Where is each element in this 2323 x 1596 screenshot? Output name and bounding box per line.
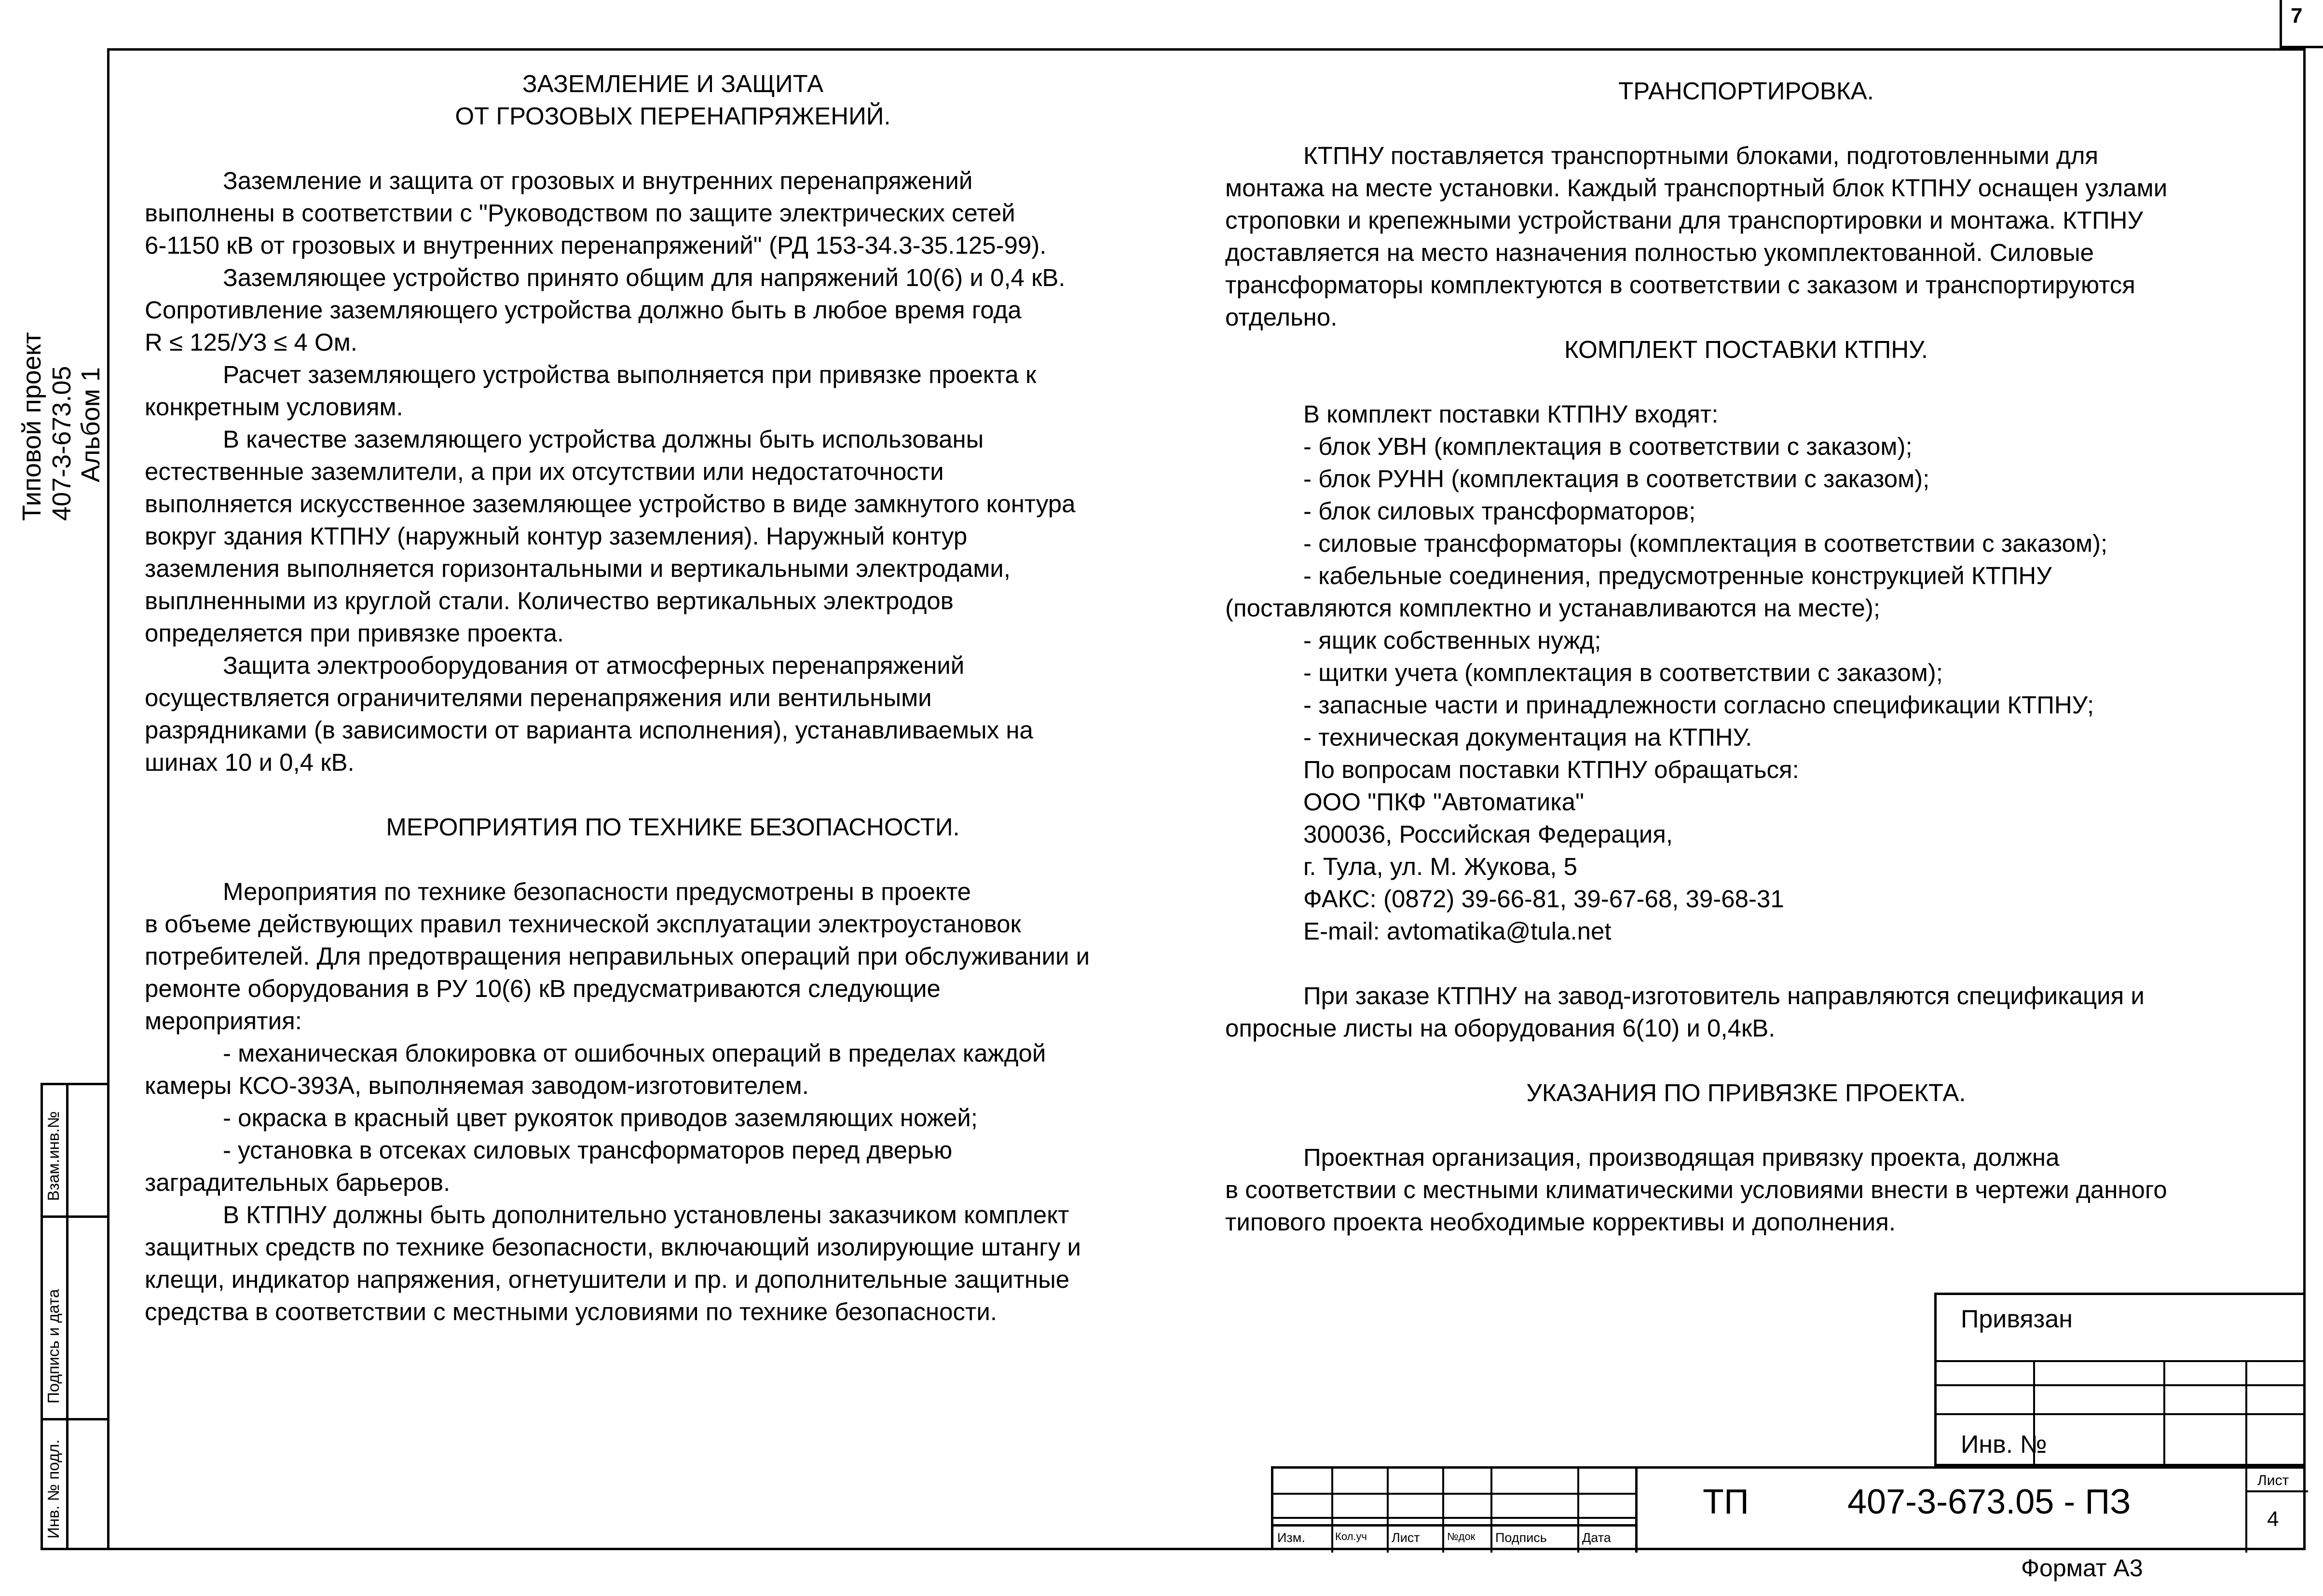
stamp-divider [66, 1085, 68, 1548]
side-label-line2: 407-3-673.05 [47, 366, 76, 521]
text-line: разрядниками (в зависимости от варианта исполнения), устанавливаемых на [145, 716, 1033, 744]
text-line: мероприятия: [145, 1007, 302, 1035]
transport-title: ТРАНСПОРТИРОВКА. [1618, 77, 1874, 105]
text-line: выполняется искусственное заземляющее устройство в виде замкнутого контура [145, 490, 1076, 518]
text-line: ООО "ПКФ "Автоматика" [1303, 788, 1585, 816]
text-line: ремонте оборудования в РУ 10(6) кВ предусматриваются следующие [145, 975, 941, 1002]
text-line: - блок силовых трансформаторов; [1303, 497, 1696, 525]
text-line: - установка в отсеках силовых трансформаторов перед дверью [223, 1136, 953, 1164]
text-line: заградительных барьеров. [145, 1169, 451, 1196]
text-line: Защита электрооборудования от атмосферных перенапряжений [223, 652, 965, 679]
grounding-title: ОТ ГРОЗОВЫХ ПЕРЕНАПРЯЖЕНИЙ. [455, 102, 891, 130]
text-line: заземления выполняется горизонтальными и вертикальными электродами, [145, 555, 1011, 582]
safety-title: МЕРОПРИЯТИЯ ПО ТЕХНИКЕ БЕЗОПАСНОСТИ. [386, 813, 960, 841]
text-line: - щитки учета (комплектация в соответствии с заказом); [1303, 659, 1943, 686]
text-line: доставляется на место назначения полностью укомплектованной. Силовые [1225, 239, 2094, 266]
text-line: - блок РУНН (комплектация в соответствии с заказом); [1303, 465, 1930, 492]
header-kolch: Кол.уч [1335, 1530, 1367, 1542]
text-line: Проектная организация, производящая привязку проекта, должна [1303, 1144, 2060, 1171]
text-line: Заземление и защита от грозовых и внутренних перенапряжений [223, 167, 973, 194]
text-line: конкретным условиям. [145, 393, 403, 421]
text-line: (поставляются комплектно и устанавливаются на месте); [1225, 594, 1881, 622]
text-line: По вопросам поставки КТПНУ обращаться: [1303, 756, 1799, 783]
text-line: - окраска в красный цвет рукояток приводов заземляющих ножей; [223, 1104, 978, 1132]
page-number-box [2280, 0, 2323, 48]
binding-title: УКАЗАНИЯ ПО ПРИВЯЗКЕ ПРОЕКТА. [1526, 1079, 1966, 1106]
format-label: Формат А3 [2021, 1555, 2143, 1582]
text-line: выполнены в соответствии с "Руководством по защите электрических сетей [145, 199, 1015, 227]
title-block [1271, 1466, 2306, 1550]
text-line: - блок УВН (комплектация в соответствии с заказом); [1303, 433, 1913, 460]
header-data: Дата [1582, 1530, 1611, 1545]
text-line: В комплект поставки КТПНУ входят: [1303, 400, 1719, 428]
text-line: Расчет заземляющего устройства выполняется при привязке проекта к [223, 361, 1037, 388]
text-line: камеры КСО-393А, выполняемая заводом-изготовителем. [145, 1072, 809, 1099]
text-line: средства в соответствии с местными условиями по технике безопасности. [145, 1298, 998, 1325]
text-line: - ящик собственных нужд; [1303, 627, 1601, 654]
text-line: - кабельные соединения, предусмотренные конструкцией КТПНУ [1303, 562, 2052, 589]
text-line: в соответствии с местными климатическими условиями внести в чертежи данного [1225, 1176, 2167, 1203]
sheet-label: Лист [2257, 1473, 2289, 1488]
text-line: ФАКС: (0872) 39-66-81, 39-67-68, 39-68-31 [1303, 885, 1784, 913]
sheet-value: 4 [2267, 1507, 2279, 1531]
page-number: 7 [2291, 4, 2303, 27]
stamp-sep [43, 1215, 107, 1218]
kit-title: КОМПЛЕКТ ПОСТАВКИ КТПНУ. [1564, 336, 1928, 363]
text-line: Мероприятия по технике безопасности предусмотрены в проекте [223, 878, 971, 905]
text-line: КТПНУ поставляется транспортными блоками, подготовленными для [1303, 142, 2099, 169]
text-line: потребителей. Для предотвращения неправильных операций при обслуживании и [145, 942, 1090, 970]
text-line: клещи, индикатор напряжения, огнетушители и пр. и дополнительные защитные [145, 1266, 1070, 1293]
text-line: 6-1150 кВ от грозовых и внутренних перенапряжений" (РД 153-34.3-35.125-99). [145, 232, 1047, 259]
text-line: - запасные части и принадлежности согласно спецификации КТПНУ; [1303, 691, 2094, 719]
binding-table-title: Привязан [1961, 1305, 2073, 1333]
text-line: - механическая блокировка от ошибочных операций в пределах каждой [223, 1039, 1046, 1067]
text-line: шинах 10 и 0,4 кВ. [145, 749, 355, 776]
binding-table-inv: Инв. № [1961, 1431, 2047, 1459]
left-column [145, 68, 1201, 1328]
text-line: определяется при привязке проекта. [145, 619, 564, 647]
text-line: - техническая документация на КТПНУ. [1303, 723, 1752, 751]
text-line: строповки и крепежными устройствани для транспортировки и монтажа. КТПНУ [1225, 206, 2143, 234]
document-code: 407-3-673.05 - ПЗ [1847, 1483, 2131, 1521]
text-line: вокруг здания КТПНУ (наружный контур заземления). Наружный контур [145, 522, 968, 550]
text-line: - силовые трансформаторы (комплектация в соответствии с заказом); [1303, 530, 2108, 557]
text-line: 300036, Российская Федерация, [1303, 820, 1673, 848]
stamp-label-vzam: Взам.инв.№ [44, 1111, 62, 1201]
text-line: монтажа на месте установки. Каждый транспортный блок КТПНУ оснащен узлами [1225, 174, 2168, 202]
stamp-label-inv: Инв. № подл. [44, 1439, 62, 1539]
text-line: трансформаторы комплектуются в соответствии с заказом и транспортируются [1225, 271, 2135, 299]
text-line: защитных средств по технике безопасности, включающий изолирующие штангу и [145, 1233, 1081, 1261]
right-column [1225, 75, 2267, 1238]
text-line: При заказе КТПНУ на завод-изготовитель направляются спецификация и [1303, 982, 2145, 1009]
header-ndoc: №док [1447, 1530, 1476, 1542]
header-izm: Изм. [1277, 1530, 1305, 1545]
binding-table [1934, 1293, 2306, 1466]
header-list: Лист [1392, 1530, 1420, 1545]
stamp-label-sign: Подпись и дата [44, 1289, 62, 1404]
text-line: выплненными из круглой стали. Количество вертикальных электродов [145, 587, 954, 614]
side-label-line1: Типовой проект [17, 332, 46, 521]
text-line: естественные заземлители, а при их отсутствии или недостаточности [145, 458, 944, 485]
grounding-title: ЗАЗЕМЛЕНИЕ И ЗАЩИТА [522, 70, 824, 97]
text-line: в объеме действующих правил технической эксплуатации электроустановок [145, 910, 1021, 938]
tp-label: ТП [1703, 1483, 1749, 1521]
text-line: осуществляется ограничителями перенапряжения или вентильными [145, 684, 932, 711]
stamp-sep [43, 1418, 107, 1420]
text-line: Сопротивление заземляющего устройства должно быть в любое время года [145, 296, 1022, 324]
header-podpis: Подпись [1495, 1530, 1547, 1545]
text-line: В качестве заземляющего устройства должны быть использованы [223, 425, 984, 453]
text-line: R ≤ 125/У3 ≤ 4 Ом. [145, 328, 357, 356]
text-line: опросные листы на оборудования 6(10) и 0,4кВ. [1225, 1014, 1776, 1042]
text-line: отдельно. [1225, 303, 1338, 331]
side-label-line3: Альбом 1 [76, 367, 105, 482]
text-line: Заземляющее устройство принято общим для напряжений 10(6) и 0,4 кВ. [223, 264, 1066, 291]
text-line: В КТПНУ должны быть дополнительно установлены заказчиком комплект [223, 1201, 1069, 1228]
text-line: г. Тула, ул. М. Жукова, 5 [1303, 853, 1577, 880]
text-line: типового проекта необходимые коррективы и дополнения. [1225, 1208, 1896, 1236]
email-line: E-mail: avtomatika@tula.net [1303, 917, 1612, 945]
